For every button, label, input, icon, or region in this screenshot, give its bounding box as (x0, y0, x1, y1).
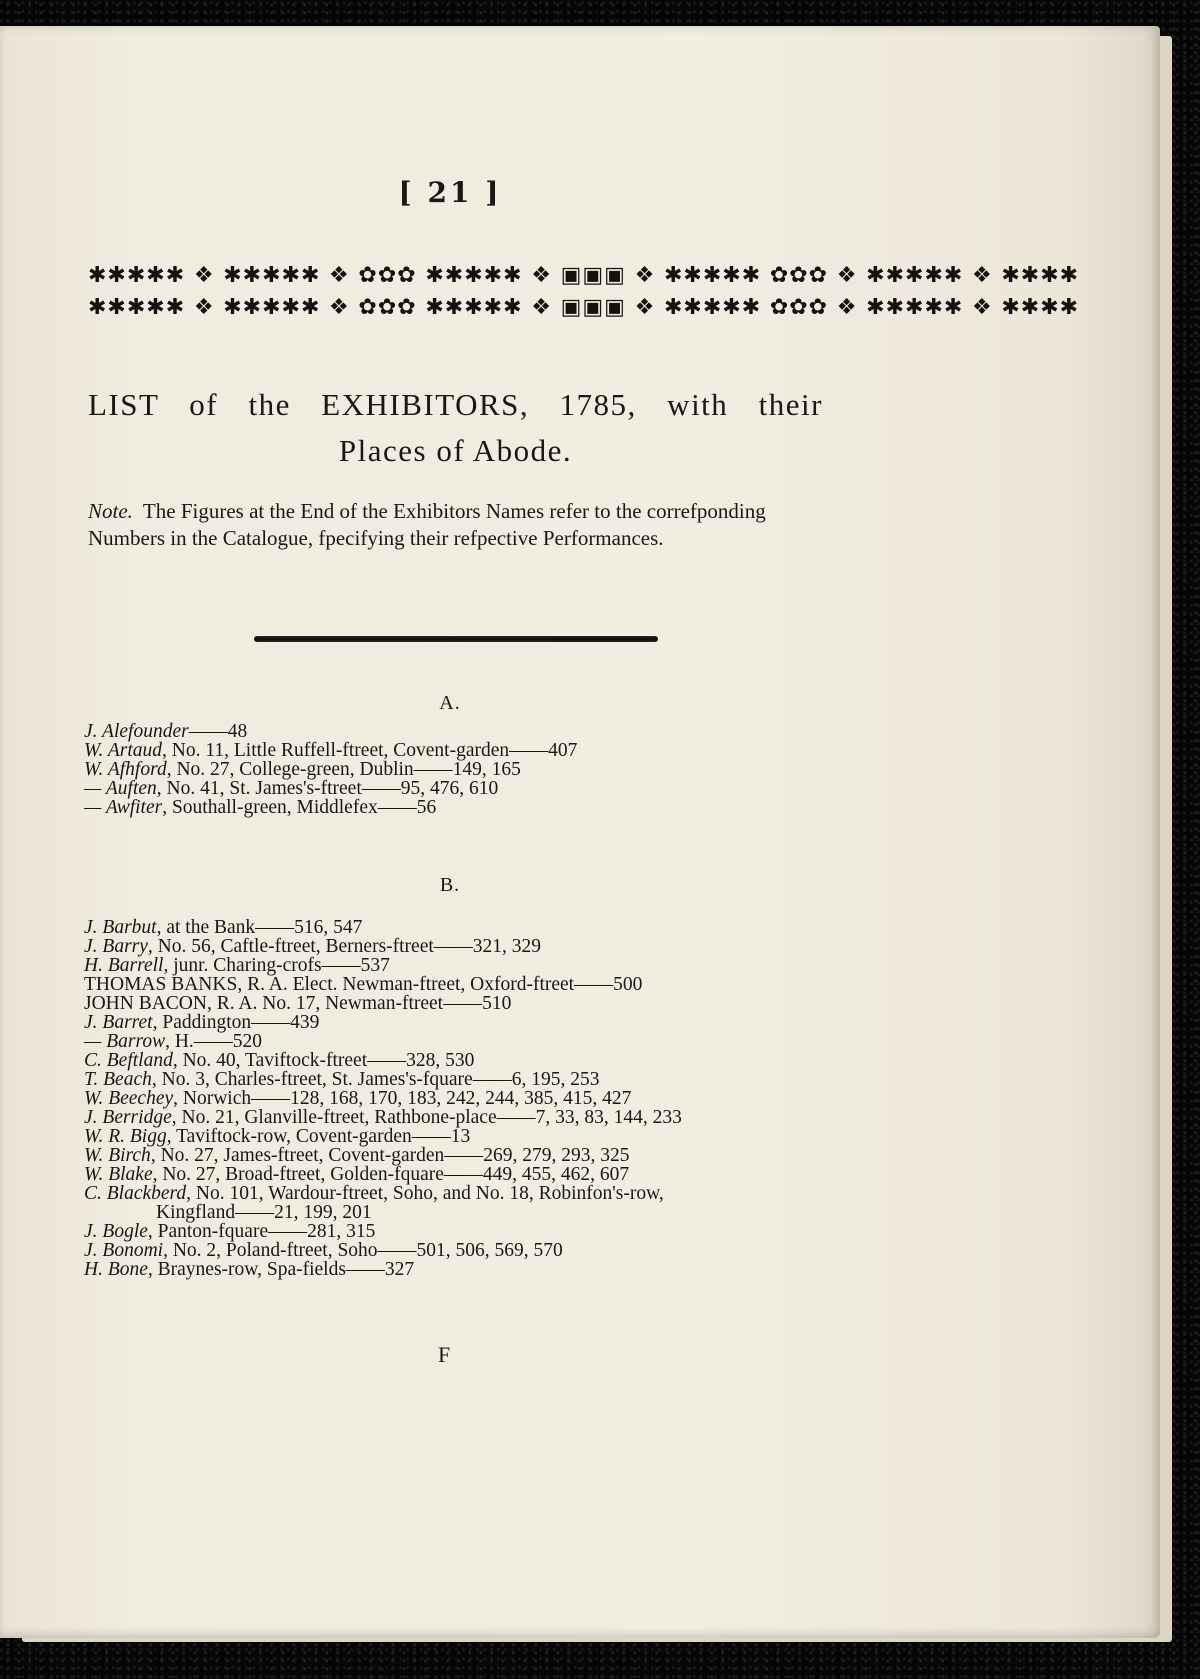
list-item (84, 956, 844, 975)
exhibitor-details: , No. 41, St. James's-ftreet——95, 476, 610 (156, 778, 499, 799)
exhibitor-details: , Norwich——128, 168, 170, 183, 242, 244, 385, 415, 427 (173, 1088, 632, 1109)
exhibitor-details: , Braynes-row, Spa-fields——327 (147, 1259, 415, 1280)
exhibitor-details: , No. 3, Charles-ftreet, St. James's-fquare——6, 195, 253 (151, 1069, 600, 1090)
list-item (84, 1184, 844, 1203)
book-page (0, 26, 1160, 1638)
exhibitor-details: , No. 21, Glanville-ftreet, Rathbone-place——7, 33, 83, 144, 233 (171, 1107, 682, 1128)
ornament-row-top: ✱✱✱✱✱ ❖ ✱✱✱✱✱ ❖ ✿✿✿ ✱✱✱✱✱ ❖ ▣▣▣ ❖ ✱✱✱✱✱ ✿✿✿ ❖ ✱✱✱✱✱ ❖ ✱✱✱✱ (88, 263, 1080, 288)
title-line-1: LIST of the EXHIBITORS, 1785, with their (88, 387, 823, 422)
exhibitor-name: C. Blackberd (84, 1183, 187, 1204)
exhibitor-name: — Auften (84, 778, 157, 799)
page-title (88, 382, 823, 474)
list-item (84, 1051, 844, 1070)
exhibitor-details: , No. 2, Poland-ftreet, Soho——501, 506, 569, 570 (163, 1240, 563, 1261)
exhibitor-list-b (84, 918, 844, 1279)
exhibitor-details: , No. 56, Caftle-ftreet, Berners-ftreet——321, 329 (147, 936, 542, 957)
exhibitor-list-a (84, 722, 844, 817)
exhibitor-name: W. R. Bigg (84, 1126, 167, 1147)
ornament-band (88, 262, 1080, 322)
note-paragraph (88, 498, 823, 552)
exhibitor-details: , H.——520 (165, 1031, 263, 1052)
list-item (84, 1165, 844, 1184)
page-number: [ 21 ] (398, 176, 502, 209)
exhibitor-details: ——48 (188, 721, 248, 742)
title-line-2: Places of Abode. (338, 433, 573, 468)
exhibitor-details: THOMAS BANKS, R. A. Elect. Newman-ftreet, Oxford-ftreet——500 (84, 974, 643, 995)
exhibitor-name: J. Barry (84, 936, 148, 957)
list-item (84, 1222, 844, 1241)
list-item (84, 722, 844, 741)
exhibitor-details: JOHN BACON, R. A. No. 17, Newman-ftreet——510 (84, 993, 512, 1014)
note-label: Note. (88, 499, 133, 523)
note-text: The Figures at the End of the Exhibitors Names refer to the correfponding Numbers in the Catalogue, fpecifying their refpective Performances. (88, 499, 766, 550)
exhibitor-details: , No. 27, College-green, Dublin——149, 165 (166, 759, 521, 780)
list-item (84, 1070, 844, 1089)
exhibitor-name: W. Artaud (84, 740, 163, 761)
ornament-row-bottom: ✱✱✱✱✱ ❖ ✱✱✱✱✱ ❖ ✿✿✿ ✱✱✱✱✱ ❖ ▣▣▣ ❖ ✱✱✱✱✱ ✿✿✿ ❖ ✱✱✱✱✱ ❖ ✱✱✱✱ (88, 295, 1080, 320)
list-item (84, 1013, 844, 1032)
exhibitor-name: W. Afhford (84, 759, 167, 780)
list-item (84, 1032, 844, 1051)
exhibitor-name: C. Beftland (84, 1050, 173, 1071)
list-item (84, 741, 844, 760)
list-item (84, 1089, 844, 1108)
exhibitor-name: J. Alefounder (84, 721, 189, 742)
divider-rule (254, 636, 658, 642)
signature-mark: F (438, 1342, 451, 1367)
exhibitor-details: , Taviftock-row, Covent-garden——13 (166, 1126, 471, 1147)
list-item (84, 918, 844, 937)
exhibitor-details: , Southall-green, Middlefex——56 (162, 797, 437, 818)
exhibitor-details: Kingfland——21, 199, 201 (156, 1202, 372, 1223)
list-item (84, 1108, 844, 1127)
exhibitor-name: J. Bonomi (84, 1240, 164, 1261)
list-item (84, 937, 844, 956)
exhibitor-details: , No. 11, Little Ruffell-ftreet, Covent-garden——407 (162, 740, 578, 761)
exhibitor-name: H. Bone (84, 1259, 148, 1280)
list-item (84, 994, 844, 1013)
exhibitor-name: W. Blake (84, 1164, 153, 1185)
exhibitor-details: , No. 27, James-ftreet, Covent-garden——269, 279, 293, 325 (150, 1145, 630, 1166)
exhibitor-name: J. Barbut (84, 917, 157, 938)
exhibitor-name: J. Berridge (84, 1107, 172, 1128)
exhibitor-details: , Panton-fquare——281, 315 (147, 1221, 376, 1242)
exhibitor-name: W. Beechey (84, 1088, 174, 1109)
list-item (84, 1127, 844, 1146)
exhibitor-name: — Barrow (84, 1031, 166, 1052)
list-item-continuation (84, 1203, 844, 1222)
list-item (84, 1260, 844, 1279)
list-item (84, 798, 844, 817)
exhibitor-name: H. Barrell (84, 955, 164, 976)
exhibitor-name: W. Birch (84, 1145, 151, 1166)
exhibitor-name: T. Beach (84, 1069, 152, 1090)
exhibitor-details: , No. 40, Taviftock-ftreet——328, 530 (172, 1050, 475, 1071)
exhibitor-details: , No. 27, Broad-ftreet, Golden-fquare——449, 455, 462, 607 (152, 1164, 630, 1185)
list-item (84, 1241, 844, 1260)
exhibitor-name: J. Barret (84, 1012, 153, 1033)
list-item (84, 760, 844, 779)
list-item (84, 779, 844, 798)
exhibitor-name: — Awfiter (84, 797, 163, 818)
exhibitor-details: , No. 101, Wardour-ftreet, Soho, and No. 18, Robinfon's-row, (186, 1183, 664, 1204)
list-item (84, 975, 844, 994)
section-letter-b: B. (439, 874, 461, 896)
exhibitor-details: , Paddington——439 (152, 1012, 320, 1033)
list-item (84, 1146, 844, 1165)
exhibitor-details: , junr. Charing-crofs——537 (163, 955, 390, 976)
section-letter-a: A. (439, 692, 461, 714)
exhibitor-details: , at the Bank——516, 547 (156, 917, 363, 938)
exhibitor-name: J. Bogle (84, 1221, 148, 1242)
